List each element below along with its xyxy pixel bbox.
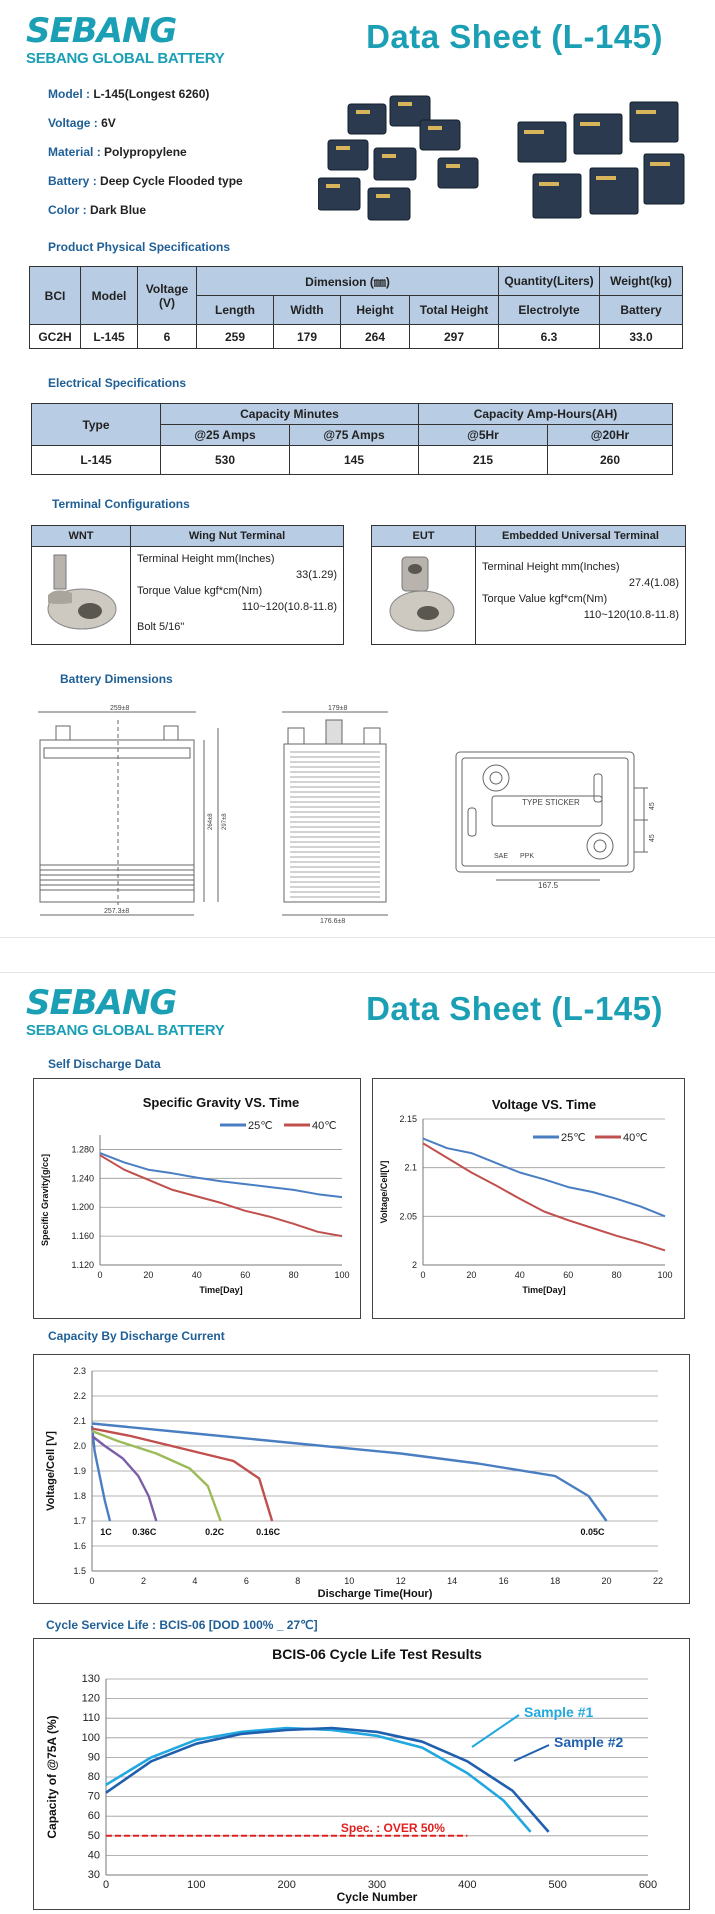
series-line-2 [423,1143,665,1250]
x-tick-label: 4 [192,1576,198,1586]
page-separator [0,937,715,973]
info-colon: : [82,87,94,101]
cell-width: 179 [274,325,341,349]
y-tick-label: 60 [87,1810,100,1823]
header-capacity-minutes: Capacity Minutes [161,404,419,425]
header-width: Width [274,296,341,325]
info-value: Polypropylene [104,145,187,159]
y-tick-label: 2.1 [404,1162,417,1173]
x-tick-label: 400 [458,1879,477,1891]
header-5hr: @5Hr [419,425,548,446]
header-weight: Weight(kg) [600,267,683,296]
voltage-time-chart-box [372,1078,685,1319]
eut-terminal-box [371,525,686,645]
x-tick-label: 100 [187,1879,206,1891]
x-tick-label: 60 [563,1270,574,1280]
universal-terminal-icon [372,547,475,644]
capacity-section-title: Capacity By Discharge Current [48,1329,225,1343]
cell-electrolyte: 6.3 [499,325,600,349]
physical-section-title: Product Physical Specifications [48,240,231,254]
logo-subtitle: SEBANG GLOBAL BATTERY [26,1022,225,1039]
cell-height: 264 [341,325,410,349]
x-tick-label: 0 [89,1576,95,1586]
header-dimension: Dimension (㎜) [197,267,499,296]
legend-arrow [472,1715,519,1747]
top-h1-dim: 45 [649,802,656,810]
x-axis-label: Cycle Number [336,1890,418,1904]
x-tick-label: 20 [143,1270,154,1280]
series-line-1 [92,1426,110,1521]
series-end-label: 1C [100,1527,112,1537]
y-tick-label: 50 [87,1829,100,1842]
series-line-5 [92,1424,607,1522]
x-tick-label: 20 [466,1270,477,1280]
y-tick-label: 2.05 [399,1211,417,1222]
y-tick-label: 1.7 [73,1516,86,1526]
cell-5hr: 215 [419,446,548,475]
series-end-label: 0.16C [256,1527,281,1537]
x-tick-label: 40 [514,1270,525,1280]
wnt-name: Wing Nut Terminal [188,530,286,542]
header-20hr: @20Hr [548,425,673,446]
y-tick-label: 1.9 [73,1466,86,1476]
eut-height-value: 27.4(1.08) [628,577,679,589]
info-value: 6V [101,116,116,130]
wnt-height-label: Terminal Height mm(Inches) [137,553,275,565]
battery-photo [318,92,688,228]
cell-bci: GC2H [30,325,81,349]
legend-label: 40℃ [623,1132,648,1144]
dimensions-section-title: Battery Dimensions [60,672,173,686]
x-tick-label: 300 [367,1879,387,1891]
side-bottom-dim: 176.6±8 [320,918,346,925]
legend-label: 40℃ [312,1120,337,1132]
cell-model: L-145 [81,325,138,349]
legend-label: Sample #2 [554,1734,624,1750]
y-tick-label: 1.6 [73,1541,86,1551]
y-tick-label: 1.200 [71,1202,94,1213]
x-tick-label: 100 [334,1270,350,1280]
electrical-spec-table [31,403,673,475]
header-total-height: Total Height [410,296,499,325]
info-row [48,167,243,196]
product-info [48,80,243,225]
info-label: Voltage [48,116,91,130]
info-label: Color [48,203,80,217]
legend-label: 25℃ [561,1132,586,1144]
cell-20hr: 260 [548,446,673,475]
side-top-dim: 179±8 [328,705,348,712]
top-width-dim: 167.5 [538,881,559,888]
y-tick-label: 2.3 [73,1366,86,1376]
logo-subtitle: SEBANG GLOBAL BATTERY [26,50,225,67]
wnt-terminal-box [31,525,344,645]
x-tick-label: 200 [277,1879,296,1891]
front-view-drawing [26,700,246,925]
cycle-life-chart-box [33,1638,690,1910]
header-voltage: Voltage (V) [138,267,197,325]
x-axis-label: Time[Day] [522,1285,566,1295]
y-tick-label: 1.280 [71,1144,94,1155]
y-tick-label: 70 [87,1790,100,1803]
x-tick-label: 16 [498,1576,509,1586]
x-tick-label: 18 [550,1576,561,1586]
x-tick-label: 80 [611,1270,622,1280]
legend-label: Sample #1 [524,1704,594,1720]
y-tick-label: 40 [87,1849,100,1862]
x-tick-label: 500 [548,1879,567,1891]
brand-logo-page2 [26,983,225,1039]
header-length: Length [197,296,274,325]
x-tick-label: 12 [395,1576,406,1586]
x-tick-label: 600 [638,1879,658,1891]
header-battery: Battery [600,296,683,325]
series-line-2 [92,1436,156,1521]
x-axis-label: Discharge Time(Hour) [317,1588,433,1600]
y-tick-label: 100 [81,1731,100,1744]
y-tick-label: 30 [87,1869,100,1881]
y-tick-label: 2.2 [73,1391,86,1401]
header-75-amps: @75 Amps [290,425,419,446]
top-sticker-label: TYPE STICKER [522,798,580,807]
info-colon: : [93,145,105,159]
series-line-1 [423,1139,665,1217]
y-tick-label: 110 [82,1712,100,1725]
table-row [32,446,673,475]
cycle-life-chart [34,1639,689,1909]
top-view-drawing [452,748,662,888]
y-tick-label: 1.5 [73,1566,86,1576]
info-colon: : [90,116,102,130]
top-h2-dim: 45 [649,834,656,842]
x-tick-label: 22 [652,1576,664,1586]
info-colon: : [79,203,91,217]
y-tick-label: 2.15 [399,1114,417,1124]
y-tick-label: 1.240 [71,1173,94,1184]
info-row [48,80,243,109]
y-tick-label: 130 [81,1673,100,1685]
info-value: L-145(Longest 6260) [93,87,210,101]
cell-voltage: 6 [138,325,197,349]
side-view-drawing [276,700,396,925]
page-title: Data Sheet (L-145) [366,18,663,55]
legend-label: 25℃ [248,1120,273,1132]
x-tick-label: 80 [288,1270,299,1280]
eut-name: Embedded Universal Terminal [502,530,659,542]
front-bottom-dim: 257.3±8 [104,908,130,915]
x-axis-label: Time[Day] [199,1285,243,1295]
chart-title: BCIS-06 Cycle Life Test Results [272,1646,482,1662]
top-code-label: PPK [520,853,535,860]
eut-torque-label: Torque Value kgf*cm(Nm) [482,593,608,605]
eut-height-label: Terminal Height mm(Inches) [482,561,620,573]
table-row [30,325,683,349]
header-type: Type [32,404,161,446]
cell-total-height: 297 [410,325,499,349]
header-quantity: Quantity(Liters) [499,267,600,296]
info-row [48,196,243,225]
y-tick-label: 80 [87,1771,100,1783]
legend-arrow [514,1745,549,1761]
wnt-torque-label: Torque Value kgf*cm(Nm) [137,585,263,597]
x-tick-label: 6 [243,1576,249,1586]
wnt-torque-value: 110~120(10.8-11.8) [241,601,337,613]
wnt-height-value: 33(1.29) [296,569,337,581]
x-tick-label: 2 [140,1576,146,1586]
y-axis-label: Capacity of @75A (%) [45,1715,59,1839]
x-tick-label: 8 [295,1576,301,1586]
cell-75-amps: 145 [290,446,419,475]
y-tick-label: 1.8 [73,1491,86,1501]
header-25-amps: @25 Amps [161,425,290,446]
cycle-section-title: Cycle Service Life : BCIS-06 [DOD 100% _ 27℃] [46,1618,318,1632]
cell-25-amps: 530 [161,446,290,475]
physical-spec-table [29,266,683,349]
front-top-dim: 259±8 [110,705,130,712]
series-line-2 [100,1155,342,1236]
series-end-label: 0.2C [205,1527,225,1537]
y-tick-label: 2.1 [73,1416,86,1426]
info-value: Deep Cycle Flooded type [100,174,243,188]
y-tick-label: 2.0 [73,1441,86,1451]
chart-title: Specific Gravity VS. Time [142,1095,300,1110]
y-axis-label: Specific Gravity[g/cc] [40,1153,50,1247]
reference-line-label: Spec. : OVER 50% [340,1820,445,1835]
y-tick-label: 1.120 [71,1260,94,1270]
x-tick-label: 20 [601,1576,612,1586]
voltage-time-chart [373,1079,684,1318]
header-bci: BCI [30,267,81,325]
wing-nut-terminal-icon [32,547,130,644]
header-height: Height [341,296,410,325]
y-axis-label: Voltage/Cell [V] [45,1431,57,1511]
wnt-code: WNT [32,526,131,546]
eut-torque-value: 110~120(10.8-11.8) [583,609,679,621]
y-tick-label: 120 [81,1692,100,1705]
x-tick-label: 40 [191,1270,202,1280]
electrical-section-title: Electrical Specifications [48,376,187,390]
x-tick-label: 60 [240,1270,251,1280]
cell-type: L-145 [32,446,161,475]
header-electrolyte: Electrolyte [499,296,600,325]
specific-gravity-chart-box [33,1078,361,1319]
y-tick-label: 2 [411,1260,417,1270]
brand-logo [26,11,225,67]
terminal-section-title: Terminal Configurations [52,497,190,511]
x-tick-label: 10 [344,1576,355,1586]
chart-title: Voltage VS. Time [491,1097,597,1112]
info-row [48,109,243,138]
logo-mark: SEBANG [26,983,177,1023]
x-tick-label: 100 [657,1270,673,1280]
series-end-label: 0.05C [580,1527,605,1537]
logo-mark: SEBANG [26,11,177,51]
capacity-discharge-chart [34,1355,689,1603]
eut-code: EUT [372,526,476,546]
self-discharge-title: Self Discharge Data [48,1057,161,1071]
cell-length: 259 [197,325,274,349]
front-h2-dim: 297±8 [222,813,228,830]
header-model: Model [81,267,138,325]
capacity-chart-box [33,1354,690,1604]
front-h1-dim: 264±8 [208,813,214,830]
specific-gravity-chart [34,1079,360,1318]
wnt-bolt: Bolt 5/16" [137,621,185,633]
x-tick-label: 14 [447,1576,458,1586]
x-tick-label: 0 [102,1879,110,1891]
series-line-3 [92,1431,221,1521]
info-value: Dark Blue [90,203,147,217]
info-row [48,138,243,167]
info-label: Battery [48,174,90,188]
header-capacity-ah: Capacity Amp-Hours(AH) [419,404,673,425]
y-tick-label: 1.160 [71,1231,94,1242]
page-title-page2: Data Sheet (L-145) [366,990,663,1027]
x-tick-label: 0 [420,1270,426,1280]
top-sae-label: SAE [494,853,509,860]
info-label: Model [48,87,83,101]
y-axis-label: Voltage/Cell[V] [379,1160,389,1224]
y-tick-label: 90 [87,1751,100,1764]
info-colon: : [89,174,101,188]
x-tick-label: 0 [97,1270,103,1280]
cell-battery-weight: 33.0 [600,325,683,349]
info-label: Material [48,145,94,159]
series-end-label: 0.36C [132,1527,157,1537]
